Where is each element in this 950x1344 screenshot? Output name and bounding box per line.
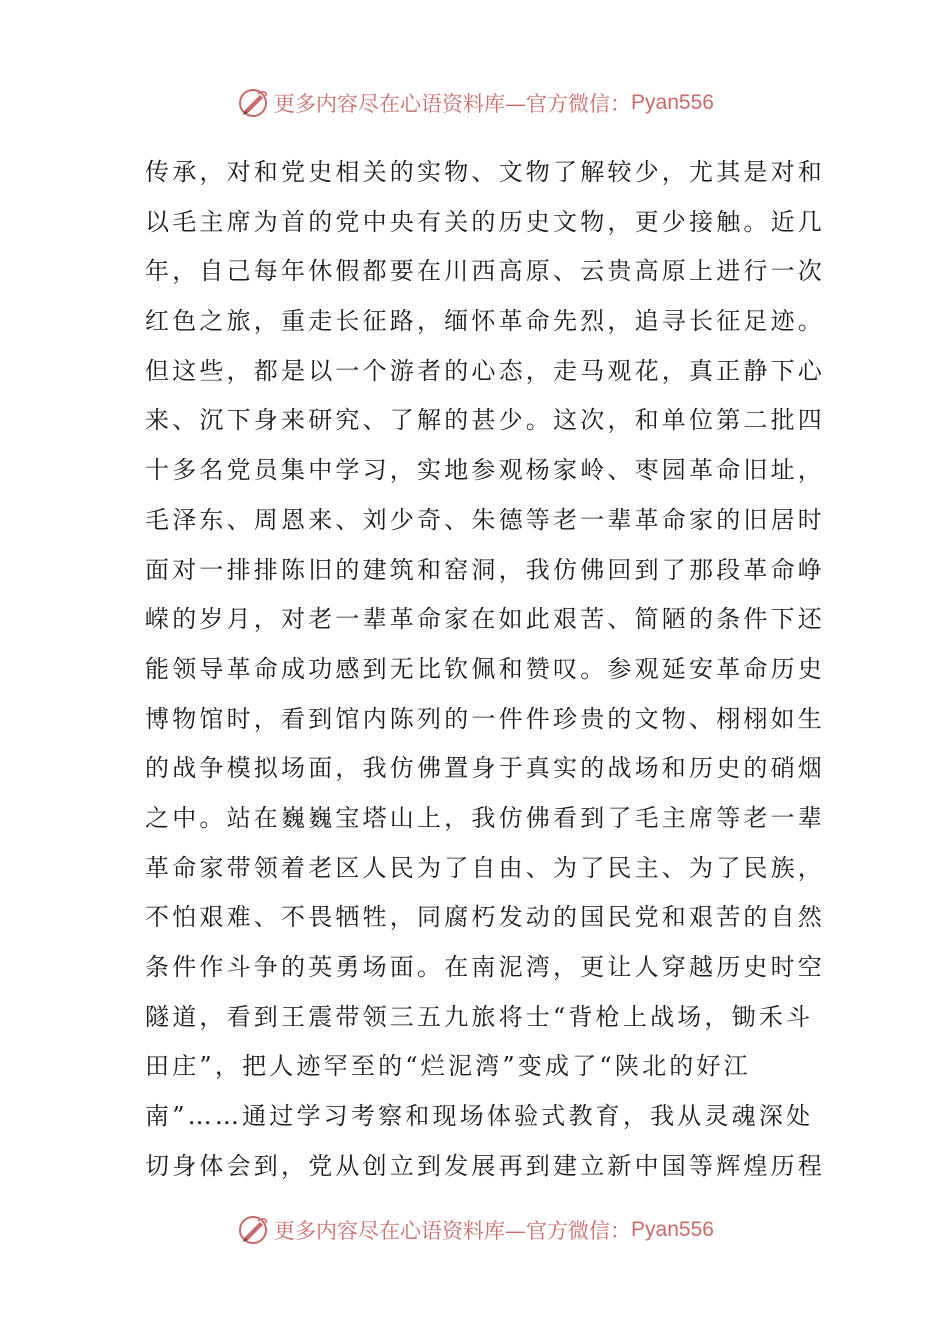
text-line: 毛泽东、周恩来、刘少奇、朱德等老一辈革命家的旧居时 [145, 505, 825, 534]
text-line: 条件作斗争的英勇场面。在南泥湾，更让人穿越历史时空 [145, 953, 825, 981]
header-banner-wechat-id: Pyan556 [631, 91, 714, 114]
text-line: 革命家带领着老区人民为了自由、为了民主、为了民族， [145, 853, 825, 882]
text-line: 能领导革命成功感到无比钦佩和赞叹。参观延安革命历史 [145, 654, 825, 683]
text-line: 十多名党员集中学习，实地参观杨家岭、枣园革命旧址， [145, 456, 825, 485]
text-line: 但这些，都是以一个游者的心态，走马观花，真正静下心 [145, 356, 825, 385]
text-line: 博物馆时，看到馆内陈列的一件件珍贵的文物、栩栩如生 [145, 704, 825, 733]
pen-circle-logo-icon [236, 1213, 270, 1247]
footer-banner-wechat-id: Pyan556 [631, 1218, 714, 1241]
text-line: 的战争模拟场面，我仿佛置身于真实的战场和历史的硝烟 [145, 754, 825, 783]
text-line: 红色之旅，重走长征路，缅怀革命先烈，追寻长征足迹。 [145, 307, 825, 336]
document-body [145, 148, 825, 1191]
text-line: 传承，对和党史相关的实物、文物了解较少，尤其是对和 [145, 158, 825, 186]
text-line: 面对一排排陈旧的建筑和窑洞，我仿佛回到了那段革命峥 [145, 555, 825, 584]
pen-circle-logo-icon [236, 86, 270, 120]
text-line: 以毛主席为首的党中央有关的历史文物，更少接触。近几 [145, 207, 825, 236]
text-line: 之中。站在巍巍宝塔山上，我仿佛看到了毛主席等老一辈 [145, 803, 825, 832]
text-line: 年，自己每年休假都要在川西高原、云贵高原上进行一次 [145, 257, 825, 286]
text-line: 南”……通过学习考察和现场体验式教育，我从灵魂深处 [145, 1102, 814, 1131]
header-banner-text: 更多内容尽在心语资料库—官方微信： [274, 92, 632, 116]
text-line: 来、沉下身来研究、了解的甚少。这次，和单位第二批四 [145, 406, 825, 435]
text-line: 不怕艰难、不畏牺牲，同腐朽发动的国民党和艰苦的自然 [145, 903, 825, 932]
footer-banner-text: 更多内容尽在心语资料库—官方微信： [274, 1219, 632, 1243]
text-line: 隧道，看到王震带领三五九旅将士“背枪上战场，锄禾斗 [145, 1002, 814, 1031]
header-banner [0, 83, 950, 123]
footer-banner [0, 1210, 950, 1250]
text-line: 田庄”，把人迹罕至的“烂泥湾”变成了“陕北的好江 [145, 1052, 751, 1081]
text-line: 嵘的岁月，对老一辈革命家在如此艰苦、简陋的条件下还 [145, 605, 825, 634]
text-line: 切身体会到，党从创立到发展再到建立新中国等辉煌历程 [145, 1151, 825, 1180]
